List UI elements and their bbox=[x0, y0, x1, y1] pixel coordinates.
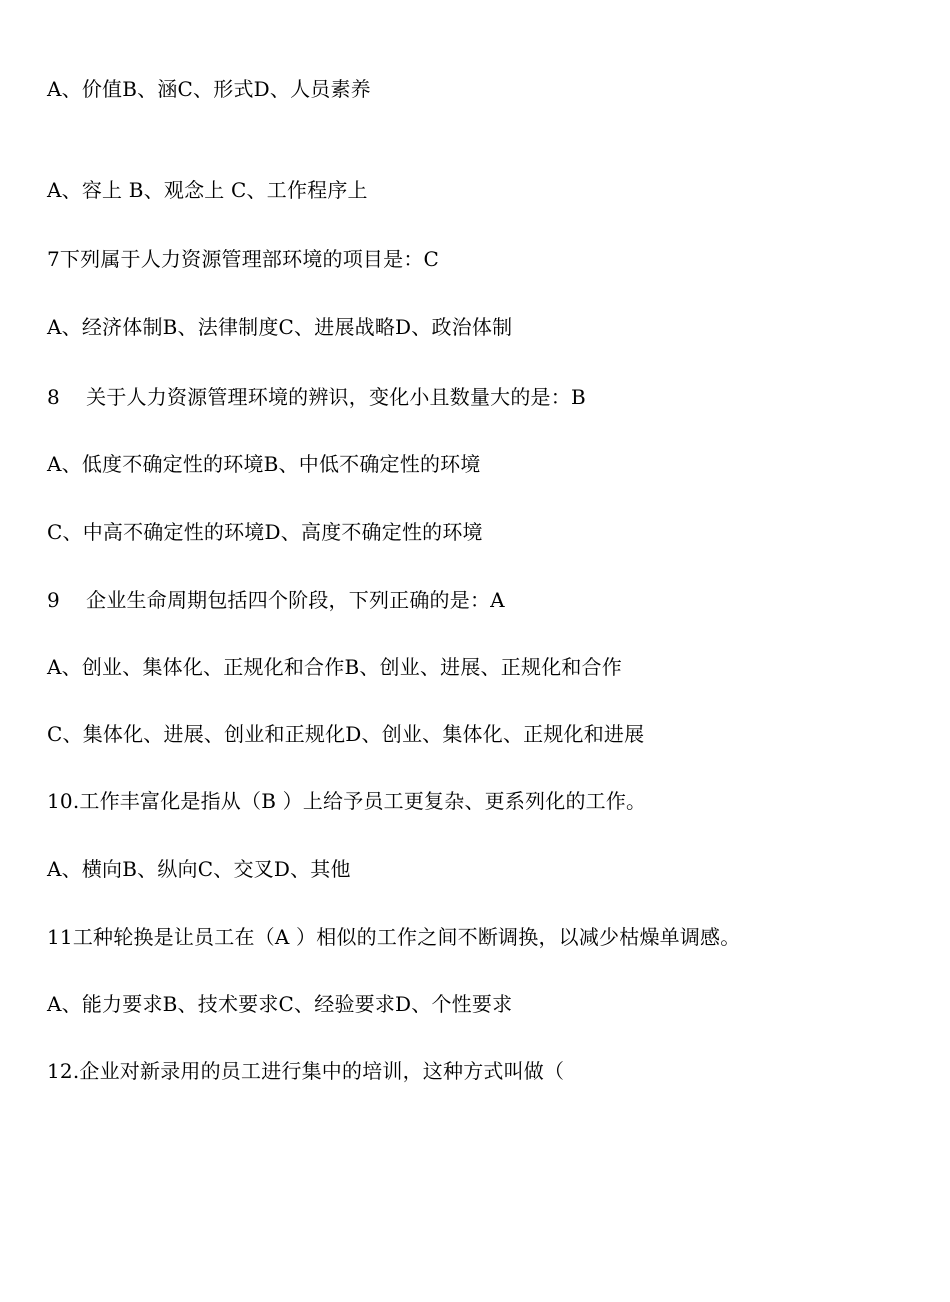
question-line-10: 10.工作丰富化是指从（B ）上给予员工更复杂、更系列化的工作。 bbox=[47, 789, 647, 813]
question-line-7: 7下列属于人力资源管理部环境的项目是：C bbox=[47, 247, 440, 271]
option-line-q8-a: A、低度不确定性的环境B、中低不确定性的环境 bbox=[47, 452, 481, 476]
option-line-q7: A、经济体制B、法律制度C、进展战略D、政治体制 bbox=[47, 315, 513, 339]
question-line-12: 12.企业对新录用的员工进行集中的培训，这种方式叫做（ bbox=[47, 1059, 565, 1083]
option-line-q5: A、价值B、涵C、形式D、人员素养 bbox=[47, 77, 371, 101]
question-line-11: 11工种轮换是让员工在（A ）相似的工作之间不断调换，以减少枯燥单调感。 bbox=[47, 925, 741, 949]
question-line-9: 9 企业生命周期包括四个阶段，下列正确的是：A bbox=[47, 588, 505, 612]
option-line-q9-c: C、集体化、进展、创业和正规化D、创业、集体化、正规化和进展 bbox=[47, 722, 645, 746]
question-line-8: 8 关于人力资源管理环境的辨识，变化小且数量大的是：B bbox=[47, 385, 586, 409]
option-line-q9-a: A、创业、集体化、正规化和合作B、创业、进展、正规化和合作 bbox=[47, 655, 622, 679]
option-line-q6: A、容上 B、观念上 C、工作程序上 bbox=[47, 178, 368, 202]
option-line-q8-c: C、中高不确定性的环境D、高度不确定性的环境 bbox=[47, 520, 483, 544]
option-line-q10: A、横向B、纵向C、交叉D、其他 bbox=[47, 857, 351, 881]
option-line-q11: A、能力要求B、技术要求C、经验要求D、个性要求 bbox=[47, 992, 513, 1016]
